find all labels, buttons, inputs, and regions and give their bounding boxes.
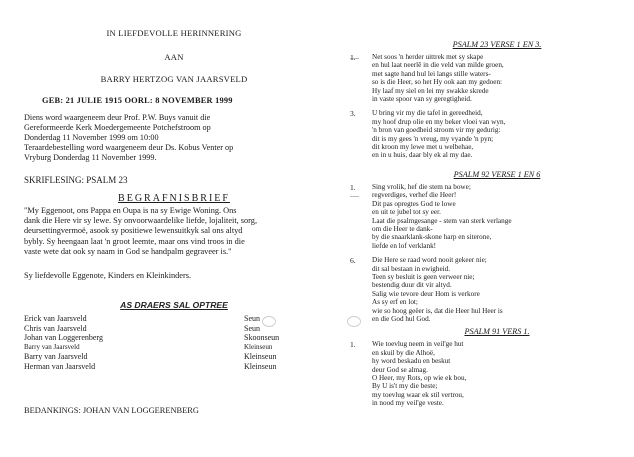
verse-line: Sing vrolik, hef die stem na bowe;	[372, 182, 471, 191]
verse-line: en in u huis, daar bly ek al my dae.	[372, 151, 473, 160]
family-signature: Sy liefdevolle Eggenote, Kinders en Kleinkinders.	[24, 271, 192, 281]
verse-line: wie so hoog geëer is, dat die Heer hul Heer is	[372, 306, 503, 315]
service-line: Donderdag 11 November 1999 om 10:00	[24, 133, 159, 142]
verse-line: by die snaarklank-skone harp en siterone,	[372, 233, 492, 242]
pallbearer-row	[24, 362, 314, 372]
verse-line: Wie toevlug neem in veil'ge hut	[372, 340, 464, 349]
service-line: Gereformeerde Kerk Moedergemeente Potchefstroom op	[24, 123, 211, 132]
skriflesing: SKRIFLESING: PSALM 23	[24, 175, 128, 185]
verse-line: so is die Heer, so het Hy ook aan my gedoen:	[372, 78, 503, 87]
psalm-91-title: PSALM 91 VERS 1.	[464, 327, 530, 337]
verse-line: my hoof drup olie en my beker vloei van wyn,	[372, 117, 506, 126]
verse-line: in nood my veil'ge veste.	[372, 399, 444, 408]
deceased-name: BARRY HERTZOG VAN JAARSVELD	[100, 74, 248, 84]
pallbearers-title: AS DRAERS SAL OPTREE	[120, 300, 228, 311]
heading-herinnering: IN LIEFDEVOLLE HERINNERING	[106, 28, 242, 38]
begrafnisbrief-text	[24, 206, 324, 257]
verse-line: dit kroon my lewe met u welbehae,	[372, 143, 474, 152]
verse-line: dit sal bestaan in ewigheid.	[372, 264, 451, 273]
pallbearer-name: Chris van Jaarsveld	[24, 323, 87, 333]
verse-line: Salig wie tevore deur Hom is verkore	[372, 289, 480, 298]
service-line: Teraardebestelling word waargeneem deur Ds. Kobus Venter op	[24, 143, 234, 152]
fold-mark	[350, 196, 359, 197]
birth-death-dates: GEB: 21 JULIE 1915 OORL: 8 NOVEMBER 1999	[42, 96, 233, 105]
psalm-23-verse-3	[350, 109, 622, 160]
verse-line: hy word beskadu en beskut	[372, 357, 451, 366]
verse-line: Teen sy besluit is geen verweer nie;	[372, 272, 475, 281]
pallbearer-relation: Seun	[244, 314, 260, 324]
verse-line: en skuil by die Alhoë,	[372, 348, 435, 357]
pallbearer-name: Herman van Jaarsveld	[24, 361, 96, 371]
pallbearer-name: Barry van Jaarsveld	[24, 352, 88, 362]
verse-line: As sy erf en lot;	[372, 298, 418, 307]
psalm-23-verse-1	[350, 53, 622, 104]
pallbearer-name: Erick van Jaarsveld	[24, 314, 87, 324]
heading-aan: AAN	[164, 52, 184, 62]
verse-line: Die Here se raad word nooit gekeer nie;	[372, 256, 487, 265]
quote-line: "My Eggenoot, ons Pappa en Oupa is na sy Ewige Woning. Ons	[24, 206, 237, 215]
verse-line: met sagte hand hul lei langs stille waters-	[372, 69, 491, 78]
verse-line: deur God se almag.	[372, 365, 428, 374]
verse-line: en uit te jubel tot sy eer.	[372, 208, 441, 217]
verse-line: en hul laat neerlê in die veld van milde groen,	[372, 61, 504, 70]
pallbearer-relation: Skoonseun	[244, 333, 280, 343]
verse-number: 1.	[350, 340, 356, 350]
verse-line: By U is't my die beste;	[372, 382, 438, 391]
psalm-92-title: PSALM 92 VERSE 1 EN 6	[453, 169, 541, 179]
verse-line: bestendig duur dit vir altyd.	[372, 281, 452, 290]
verse-line: liefde en lof verklank!	[372, 241, 437, 250]
service-line: Vryburg Donderdag 11 November 1999.	[24, 153, 157, 162]
service-line: Diens word waargeneem deur Prof. P.W. Buys vanuit die	[24, 113, 211, 122]
psalm-92-verse-1	[350, 182, 622, 250]
verse-line: Dit pas opregtes God te lowe	[372, 199, 456, 208]
pallbearer-relation: Kleinseun	[244, 352, 277, 362]
pallbearer-name: Barry van Jaarsveld	[24, 342, 80, 351]
pallbearer-relation: Kleinseun	[244, 342, 273, 351]
verse-number: 6.	[350, 256, 356, 266]
pallbearer-name: Johan van Loggerenberg	[24, 333, 103, 343]
left-column	[24, 28, 324, 415]
verse-number: 1.	[350, 53, 356, 62]
pallbearer-relation: Seun	[244, 323, 260, 333]
verse-line: Net soos 'n herder uittrek met sy skape	[372, 53, 484, 61]
acknowledgements: BEDANKINGS: JOHAN VAN LOGGERENBERG	[24, 406, 199, 415]
psalm-91-verse-1	[350, 340, 622, 408]
verse-line: dit is my gees 'n vreug, my vyande 'n pyn;	[372, 134, 494, 143]
verse-number: 3.	[350, 109, 356, 119]
punch-hole-mark	[262, 316, 276, 327]
quote-line: deursettingvermoë, asook sy positiewe lewensuitkyk sal ons altyd	[24, 226, 243, 236]
verse-line: O Heer, my Rots, op wie ek bou,	[372, 374, 467, 382]
pallbearer-row	[24, 343, 314, 353]
begrafnisbrief-title: BEGRAFNISBRIEF	[118, 193, 230, 204]
verse-line: Laat die psalmgesange - stem van sterk verlange	[372, 216, 512, 225]
punch-hole-mark	[347, 316, 361, 327]
quote-line: bybly. Sy heengaan laat 'n groot leemte, maar ons vind troos in die	[24, 236, 245, 246]
verse-line: regverdiges, verhef die Heer!	[372, 191, 457, 200]
pallbearer-row	[24, 352, 314, 362]
pallbearer-row	[24, 333, 314, 343]
verse-number: 1.	[350, 182, 356, 192]
verse-line: om die Heer te dank-	[372, 224, 433, 233]
verse-line: in vaste spoor van sy geregtigheid.	[372, 95, 472, 104]
quote-line: vaste wete dat ook sy naam in God se handpalm gegraveer is."	[24, 246, 232, 256]
verse-line: U bring vir my die tafel in gereedheid,	[372, 109, 483, 118]
verse-line: en die God hul God.	[372, 314, 431, 323]
quote-line: dank die Here vir sy lewe. Sy onvoorwaardelike liefde, lojaliteit, sorg,	[24, 216, 258, 226]
pallbearer-relation: Kleinseun	[244, 361, 277, 371]
right-column	[350, 40, 622, 408]
verse-line: Hy laaf my siel en lei my swakke skrede	[372, 86, 489, 95]
service-details	[24, 113, 324, 163]
psalm-23-title: PSALM 23 VERSE 1 EN 3.	[452, 40, 542, 49]
verse-line: 'n bron van goedheid stroom vir my gedurig:	[372, 126, 501, 135]
verse-line: my toevlug waar ek stil vertrou,	[372, 390, 464, 399]
psalm-92-verse-6	[350, 256, 622, 323]
